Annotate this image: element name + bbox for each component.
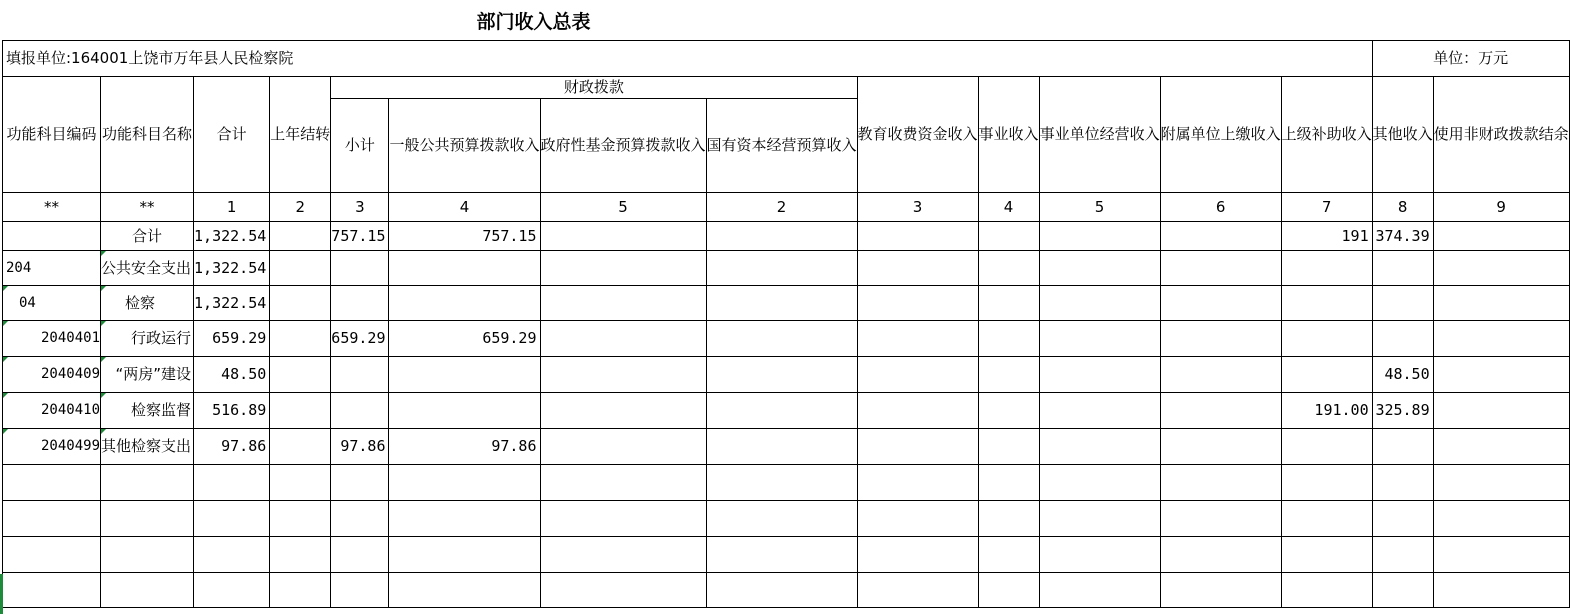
empty-cell xyxy=(1281,537,1372,573)
empty-cell xyxy=(1281,501,1372,537)
index-cell: ** xyxy=(101,193,194,222)
amount-cell xyxy=(706,393,857,429)
amount-cell xyxy=(1433,321,1569,357)
header-carryover: 上年结转 xyxy=(270,77,331,193)
index-cell: 1 xyxy=(194,193,270,222)
amount-cell xyxy=(540,251,706,286)
amount-cell xyxy=(1433,357,1569,393)
amount-cell xyxy=(540,222,706,251)
table-row xyxy=(3,429,1570,465)
amount-cell: 757.15 xyxy=(331,222,389,251)
empty-cell xyxy=(101,573,194,608)
header-business-unit: 事业单位经营收入 xyxy=(1039,77,1160,193)
amount-cell xyxy=(978,393,1039,429)
empty-cell xyxy=(1160,537,1281,573)
func-name-cell: 检察 xyxy=(101,286,194,321)
table-row xyxy=(3,222,1570,251)
amount-cell xyxy=(540,393,706,429)
amount-cell xyxy=(1281,321,1372,357)
amount-cell xyxy=(1160,321,1281,357)
amount-cell xyxy=(706,357,857,393)
amount-cell: 97.86 xyxy=(389,429,540,465)
amount-cell xyxy=(331,286,389,321)
empty-cell xyxy=(706,465,857,501)
amount-cell xyxy=(706,321,857,357)
header-general-budget: 一般公共预算拨款收入 xyxy=(389,99,540,193)
amount-cell xyxy=(1433,286,1569,321)
header-total: 合计 xyxy=(194,77,270,193)
empty-cell xyxy=(857,501,978,537)
amount-cell: 48.50 xyxy=(1372,357,1433,393)
amount-cell xyxy=(1039,251,1160,286)
empty-cell xyxy=(1281,573,1372,608)
index-cell: 2 xyxy=(706,193,857,222)
empty-cell xyxy=(331,501,389,537)
empty-cell xyxy=(857,573,978,608)
amount-cell: 97.86 xyxy=(331,429,389,465)
index-cell: 6 xyxy=(1160,193,1281,222)
empty-cell xyxy=(1039,537,1160,573)
empty-cell xyxy=(270,465,331,501)
header-other: 其他收入 xyxy=(1372,77,1433,193)
amount-cell xyxy=(540,286,706,321)
func-code-cell: 2040410 xyxy=(3,393,101,429)
empty-cell xyxy=(1039,501,1160,537)
amount-cell xyxy=(857,321,978,357)
func-name-cell: 其他检察支出 xyxy=(101,429,194,465)
func-name-cell: 行政运行 xyxy=(101,321,194,357)
func-code-cell: 2040499 xyxy=(3,429,101,465)
empty-cell xyxy=(1160,573,1281,608)
index-cell: 2 xyxy=(270,193,331,222)
amount-cell xyxy=(1039,286,1160,321)
amount-cell xyxy=(1160,357,1281,393)
amount-cell xyxy=(1433,429,1569,465)
amount-cell xyxy=(1372,321,1433,357)
empty-row xyxy=(3,573,1570,608)
page-title: 部门收入总表 xyxy=(476,10,591,33)
amount-cell xyxy=(1372,251,1433,286)
empty-cell xyxy=(194,465,270,501)
amount-cell xyxy=(270,286,331,321)
header-func-name: 功能科目名称 xyxy=(101,77,194,193)
empty-cell xyxy=(540,501,706,537)
empty-cell xyxy=(101,537,194,573)
amount-cell xyxy=(1160,429,1281,465)
empty-cell xyxy=(101,465,194,501)
amount-cell xyxy=(1160,393,1281,429)
empty-cell xyxy=(978,537,1039,573)
amount-cell xyxy=(978,429,1039,465)
empty-cell xyxy=(706,501,857,537)
amount-cell xyxy=(857,357,978,393)
empty-cell xyxy=(389,465,540,501)
index-cell: 3 xyxy=(331,193,389,222)
func-name-cell: 合计 xyxy=(101,222,194,251)
amount-cell xyxy=(540,429,706,465)
func-code-cell xyxy=(3,222,101,251)
table-row xyxy=(3,357,1570,393)
amount-cell xyxy=(270,429,331,465)
empty-cell xyxy=(1372,537,1433,573)
func-code-cell: 2040409 xyxy=(3,357,101,393)
empty-cell xyxy=(3,465,101,501)
amount-cell xyxy=(270,357,331,393)
table-row xyxy=(3,286,1570,321)
amount-cell xyxy=(389,286,540,321)
amount-cell xyxy=(331,393,389,429)
amount-cell xyxy=(331,251,389,286)
amount-cell xyxy=(706,286,857,321)
empty-row xyxy=(3,501,1570,537)
func-code-cell: 204 xyxy=(3,251,101,286)
header-func-code: 功能科目编码 xyxy=(3,77,101,193)
empty-cell xyxy=(978,501,1039,537)
amount-cell: 1,322.54 xyxy=(194,251,270,286)
amount-cell xyxy=(1039,357,1160,393)
index-cell: 4 xyxy=(978,193,1039,222)
empty-cell xyxy=(3,501,101,537)
amount-cell xyxy=(270,222,331,251)
amount-cell xyxy=(1039,222,1160,251)
empty-cell xyxy=(1039,573,1160,608)
empty-cell xyxy=(331,465,389,501)
amount-cell xyxy=(1281,429,1372,465)
index-row xyxy=(3,193,1570,222)
empty-cell xyxy=(1160,465,1281,501)
amount-cell xyxy=(857,222,978,251)
amount-cell xyxy=(1160,222,1281,251)
empty-cell xyxy=(706,537,857,573)
func-code-cell: 2040401 xyxy=(3,321,101,357)
empty-cell xyxy=(540,465,706,501)
empty-cell xyxy=(194,537,270,573)
header-superior-subsidy: 上级补助收入 xyxy=(1281,77,1372,193)
empty-cell xyxy=(101,501,194,537)
header-gov-fund: 政府性基金预算拨款收入 xyxy=(540,99,706,193)
index-cell: 8 xyxy=(1372,193,1433,222)
amount-cell xyxy=(389,393,540,429)
amount-cell xyxy=(1039,393,1160,429)
amount-cell xyxy=(270,251,331,286)
amount-cell xyxy=(1433,393,1569,429)
amount-cell xyxy=(1039,429,1160,465)
func-name-cell: 公共安全支出 xyxy=(101,251,194,286)
empty-cell xyxy=(978,573,1039,608)
empty-cell xyxy=(1281,465,1372,501)
amount-cell xyxy=(389,357,540,393)
amount-cell: 48.50 xyxy=(194,357,270,393)
empty-cell xyxy=(1433,537,1569,573)
empty-cell xyxy=(1372,501,1433,537)
amount-cell: 659.29 xyxy=(389,321,540,357)
amount-cell: 325.89 xyxy=(1372,393,1433,429)
empty-cell xyxy=(270,537,331,573)
func-code-cell: 04 xyxy=(3,286,101,321)
amount-cell xyxy=(331,357,389,393)
table-row xyxy=(3,321,1570,357)
empty-cell xyxy=(978,465,1039,501)
empty-cell xyxy=(389,573,540,608)
amount-cell xyxy=(857,429,978,465)
amount-cell xyxy=(706,251,857,286)
amount-cell xyxy=(1372,429,1433,465)
empty-cell xyxy=(331,537,389,573)
empty-cell xyxy=(3,537,101,573)
amount-cell xyxy=(1281,286,1372,321)
empty-cell xyxy=(540,573,706,608)
amount-cell xyxy=(540,321,706,357)
amount-cell xyxy=(270,321,331,357)
amount-cell xyxy=(270,393,331,429)
amount-cell xyxy=(706,222,857,251)
table-row xyxy=(3,393,1570,429)
amount-cell xyxy=(1160,286,1281,321)
empty-cell xyxy=(270,501,331,537)
header-education-fee: 教育收费资金收入 xyxy=(857,77,978,193)
empty-cell xyxy=(1160,501,1281,537)
amount-cell: 191 xyxy=(1281,222,1372,251)
index-cell: 3 xyxy=(857,193,978,222)
empty-cell xyxy=(1372,573,1433,608)
empty-cell xyxy=(1372,465,1433,501)
amount-cell: 659.29 xyxy=(331,321,389,357)
empty-cell xyxy=(857,537,978,573)
green-marker xyxy=(0,574,3,614)
empty-row xyxy=(3,537,1570,573)
header-affiliated: 附属单位上缴收入 xyxy=(1160,77,1281,193)
header-state-capital: 国有资本经营预算收入 xyxy=(706,99,857,193)
amount-cell xyxy=(1433,251,1569,286)
amount-cell: 97.86 xyxy=(194,429,270,465)
empty-cell xyxy=(540,537,706,573)
empty-cell xyxy=(389,537,540,573)
amount-cell xyxy=(978,251,1039,286)
empty-cell xyxy=(706,573,857,608)
index-cell: 5 xyxy=(540,193,706,222)
amount-cell xyxy=(1039,321,1160,357)
empty-cell xyxy=(3,573,101,608)
empty-cell xyxy=(331,573,389,608)
empty-row xyxy=(3,465,1570,501)
income-summary-table xyxy=(2,40,1570,608)
index-cell: 7 xyxy=(1281,193,1372,222)
empty-cell xyxy=(1039,465,1160,501)
amount-cell: 516.89 xyxy=(194,393,270,429)
empty-cell xyxy=(857,465,978,501)
empty-cell xyxy=(270,573,331,608)
amount-cell xyxy=(706,429,857,465)
func-name-cell: 检察监督 xyxy=(101,393,194,429)
empty-cell xyxy=(194,501,270,537)
index-cell: 4 xyxy=(389,193,540,222)
amount-cell: 757.15 xyxy=(389,222,540,251)
amount-cell xyxy=(978,286,1039,321)
amount-cell xyxy=(857,286,978,321)
amount-cell xyxy=(389,251,540,286)
currency-unit: 单位：万元 xyxy=(1372,41,1569,77)
header-business: 事业收入 xyxy=(978,77,1039,193)
empty-cell xyxy=(389,501,540,537)
amount-cell xyxy=(1372,286,1433,321)
empty-cell xyxy=(1433,465,1569,501)
empty-cell xyxy=(1433,501,1569,537)
amount-cell xyxy=(857,393,978,429)
index-cell: 5 xyxy=(1039,193,1160,222)
header-fiscal-group: 财政拨款 xyxy=(331,77,857,99)
amount-cell: 659.29 xyxy=(194,321,270,357)
amount-cell xyxy=(540,357,706,393)
amount-cell xyxy=(1281,357,1372,393)
amount-cell: 191.00 xyxy=(1281,393,1372,429)
amount-cell xyxy=(978,357,1039,393)
amount-cell: 374.39 xyxy=(1372,222,1433,251)
table-row xyxy=(3,251,1570,286)
amount-cell xyxy=(1281,251,1372,286)
header-subtotal: 小计 xyxy=(331,99,389,193)
index-cell: 9 xyxy=(1433,193,1569,222)
amount-cell xyxy=(857,251,978,286)
amount-cell xyxy=(1433,222,1569,251)
amount-cell: 1,322.54 xyxy=(194,222,270,251)
empty-cell xyxy=(194,573,270,608)
header-non-fiscal: 使用非财政拨款结余 xyxy=(1433,77,1569,193)
index-cell: ** xyxy=(3,193,101,222)
data-rows xyxy=(3,222,1570,608)
empty-cell xyxy=(1433,573,1569,608)
amount-cell xyxy=(978,222,1039,251)
func-name-cell: “两房”建设 xyxy=(101,357,194,393)
amount-cell: 1,322.54 xyxy=(194,286,270,321)
amount-cell xyxy=(978,321,1039,357)
filler-unit: 填报单位:164001上饶市万年县人民检察院 xyxy=(3,41,1373,77)
amount-cell xyxy=(1160,251,1281,286)
